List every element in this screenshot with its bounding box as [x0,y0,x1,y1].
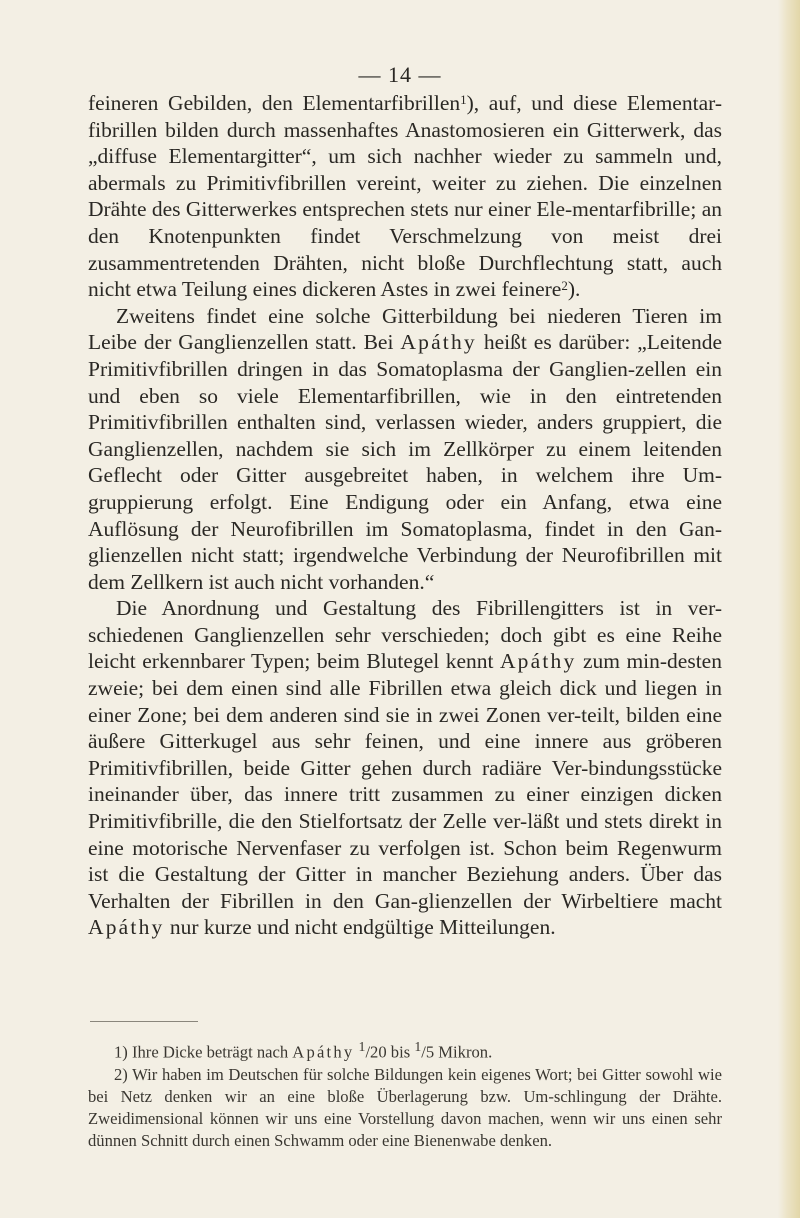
footnote-marker: 2 [561,278,568,294]
text-run: 2) Wir haben im Deutschen für solche Bildungen kein eigenes Wort; bei Gitter sowohl wie bei Netz denken wir an eine bloße Überlagerung bzw. Um-schlingung der Drähte. Zweidimensional können wir uns eine Vorstellung davon machen, wenn wir uns einen sehr dünnen Schnitt durch einen Schwamm oder eine Bienenwabe denken. [88,1064,722,1151]
footnote-marker: 1 [460,92,467,107]
author-name: Apáthy [88,915,165,940]
page-edge-shading [778,0,800,1218]
footnotes [88,1036,722,1153]
footnote [88,1036,722,1064]
text-run: Zweitens findet eine solche Gitterbildung bei niederen Tieren im Leibe der Ganglienzellen statt. Bei [88,303,722,355]
author-name: Apáthy [400,330,477,355]
footnote [88,1064,722,1153]
text-run: /5 Mikron. [421,1042,493,1062]
body-text [88,90,722,941]
text-run: feineren Gebilden, den Elementarfibrillen [88,91,461,115]
author-name: Apáthy [499,649,577,674]
text-run: 1) Ihre Dicke beträgt nach [114,1042,293,1062]
text-run: heißt es darüber: „Leitende Primitivfibrillen dringen in das Somatoplasma der Ganglien-zellen ein und eben so viele Elementarfibrillen, wie in den eintretenden Primitivfibrillen enthalten sind, verlassen wieder, anders gruppiert, die Ganglienzellen, nachdem sie sich im Zellkörper zu einem leitenden Geflecht oder Gitter ausgebreitet haben, in welchem ihre Um-gruppierung erfolgt. Eine Endigung oder ein Anfang, etwa eine Auflösung der Neurofibrillen im Somatoplasma, findet in den Gan-glienzellen nicht statt; irgendwelche Verbindung der Neurofibrillen mit dem Zellkern ist auch nicht vorhanden.“ [88,330,723,594]
text-run: ). [567,277,581,302]
footnote-marker: 1 [414,1039,422,1054]
paragraph [88,595,722,941]
paragraph [88,303,722,596]
paragraph [88,90,722,303]
text-run: zum min-desten zweie; bei dem einen sind alle Fibrillen etwa gleich dick und liegen in einer Zone; bei dem anderen sind sie in zwei Zonen ver-teilt, bilden eine äußere Gitterkugel aus sehr feinen, und eine innere aus gröberen Primitivfibrillen, beide Gitter gehen durch radiäre Ver-bindungsstücke ineinander über, das innere tritt zusammen zu einer einzigen dicken Primitivfibrille, die den Stielfortsatz der Zelle ver-läßt und stets direkt in eine motorische Nervenfaser zu verfolgen ist. Schon beim Regenwurm ist die Gestaltung der Gitter in mancher Beziehung anders. Über das Verhalten der Fibrillen in den Gan-glienzellen der Wirbeltiere macht [88,649,722,913]
text-run: ), auf, und diese Elementar-fibrillen bilden durch massenhaftes Anastomosieren ein Gitterwerk, das „diffuse Elementargitter“, um sich nachher wieder zu sammeln und, abermals zu Primitivfibrillen vereint, weiter zu ziehen. Die einzelnen Drähte des Gitterwerkes entsprechen stets nur einer Ele-mentarfibrille; an den Knotenpunkten findet Verschmelzung von meist drei zusammentretenden Drähten, nicht bloße Durchflechtung statt, auch nicht etwa Teilung eines dickeren Astes in zwei feinere [88,91,723,302]
text-run: Die Anordnung und Gestaltung des Fibrillengitters ist in ver-schiedenen Ganglienzellen sehr verschieden; doch gibt es eine Reihe leicht erkennbarer Typen; beim Blutegel kennt [88,596,722,674]
author-name: Apáthy [292,1042,355,1062]
footnote-divider [90,1021,198,1022]
page-number-header: — 14 — [358,62,442,87]
text-run: /20 bis [365,1042,415,1062]
footnote-marker: 1 [358,1039,366,1054]
text-run: nur kurze und nicht endgültige Mitteilungen. [164,915,556,940]
